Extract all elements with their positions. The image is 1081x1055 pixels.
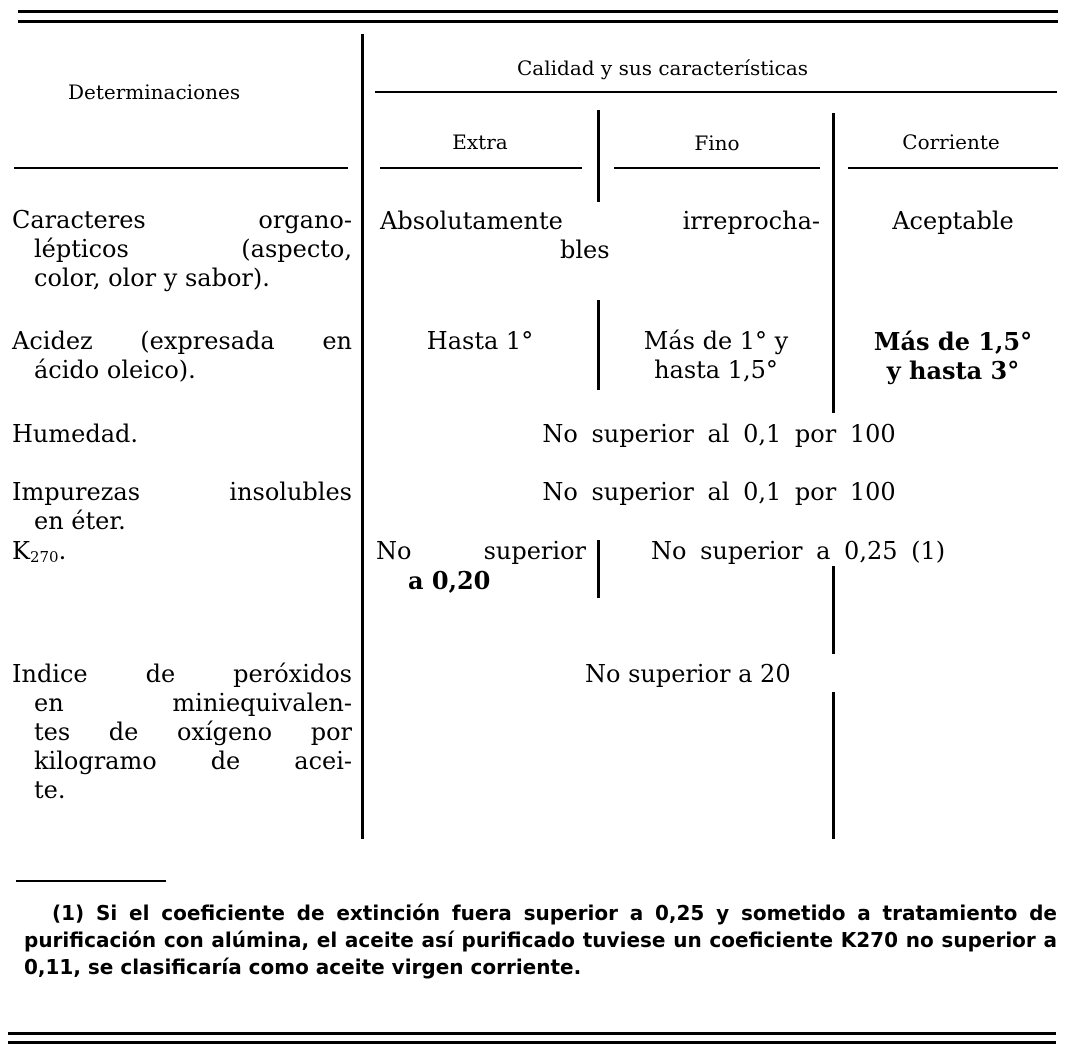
- row-acidez-corriente-line1: Más de 1,5°: [873, 327, 1033, 356]
- top-rule-1: [18, 10, 1058, 13]
- row-k270-subscript: 270: [29, 548, 59, 566]
- footnote-text: Si el coeficiente de extinción fuera superior a 0,25 y sometido a tratamiento de purificación con alúmina, el aceite así purificado tuviese un coeficiente K270 no superior a 0,11, se clasificaría como aceite virgen corriente.: [24, 901, 1057, 979]
- row-impurezas-label: [12, 478, 352, 536]
- footnote-marker: (1): [52, 901, 85, 925]
- header-divider-extra-fino: [597, 110, 600, 202]
- header-rule-determinaciones: [14, 167, 348, 169]
- header-divider-fino-corriente: [832, 113, 835, 413]
- header-determinaciones: Determinaciones: [68, 80, 241, 104]
- row-acidez-line2: ácido oleico).: [34, 356, 196, 384]
- row-acidez-fino-line2: hasta 1,5°: [654, 356, 778, 384]
- row-k270-extra-line1: No superior: [376, 537, 586, 565]
- row-organolepticos-corriente: Aceptable: [892, 207, 1014, 235]
- row-peroxidos-line2: en miniequivalen-: [34, 689, 352, 717]
- header-rule-corriente: [848, 167, 1058, 169]
- row-organolepticos-value-line2: bles: [560, 236, 610, 264]
- row-organolepticos-extra-fino: [380, 207, 820, 265]
- top-rule-2: [18, 20, 1058, 23]
- bottom-rule-2: [8, 1041, 1056, 1044]
- row-impurezas-line1: Impurezas insolubles: [12, 478, 352, 506]
- footnote: [24, 900, 1057, 981]
- row-organolepticos-value-line1: Absolutamente irreprocha-: [380, 207, 820, 235]
- row-k270-label: [12, 537, 66, 572]
- row-organolepticos-line2: lépticos (aspecto,: [34, 235, 352, 263]
- row-k270-fino-corriente: No superior a 0,25 (1): [651, 537, 946, 565]
- header-calidad-rule: [375, 91, 1057, 93]
- bottom-rule-1: [8, 1032, 1056, 1035]
- row-k270-divider: [597, 540, 600, 598]
- row-k270-period: .: [58, 537, 67, 565]
- row-k270-extra: [376, 537, 586, 595]
- row-acidez-extra: Hasta 1°: [426, 327, 534, 355]
- row-peroxidos-value: No superior a 20: [585, 660, 791, 688]
- row-acidez-corriente: [842, 327, 1064, 385]
- row-acidez-fino: [606, 327, 826, 385]
- row-impurezas-line2: en éter.: [34, 507, 126, 535]
- row-peroxidos-line1: Indice de peróxidos: [12, 660, 352, 688]
- row-k270-extra-line2: a 0,20: [408, 566, 491, 595]
- header-extra-label: Extra: [452, 130, 508, 154]
- row-organolepticos-label: [12, 206, 352, 293]
- row-peroxidos-label: [12, 660, 352, 805]
- row-acidez-divider: [597, 300, 600, 390]
- header-calidad: Calidad y sus características: [517, 56, 809, 80]
- row-acidez-label: [12, 327, 352, 385]
- row-impurezas-value: No superior al 0,1 por 100: [542, 478, 896, 506]
- row-humedad-value: No superior al 0,1 por 100: [542, 420, 896, 448]
- header-fino: [614, 131, 820, 155]
- row-acidez-corriente-line2: y hasta 3°: [886, 356, 1020, 385]
- row-peroxidos-line4: kilogramo de acei-: [34, 747, 352, 775]
- header-corriente-label: Corriente: [902, 130, 1000, 154]
- row-organolepticos-line1: Caracteres organo-: [12, 206, 352, 234]
- row-acidez-fino-line1: Más de 1° y: [643, 327, 789, 355]
- header-fino-label: Fino: [694, 131, 740, 155]
- main-column-divider: [361, 34, 364, 839]
- header-extra: [380, 130, 580, 154]
- row-peroxidos-line3: tes de oxígeno por: [34, 718, 352, 746]
- lower-divider-fino-corriente-2: [832, 692, 835, 839]
- footnote-rule: [16, 880, 166, 882]
- row-acidez-line1: Acidez (expresada en: [12, 327, 352, 355]
- header-rule-extra: [380, 167, 582, 169]
- row-organolepticos-line3: color, olor y sabor).: [34, 264, 270, 292]
- header-corriente: [844, 130, 1058, 154]
- row-humedad-label: Humedad.: [12, 420, 139, 448]
- row-peroxidos-line5: te.: [34, 776, 66, 804]
- header-rule-fino: [614, 167, 820, 169]
- lower-divider-fino-corriente: [832, 566, 835, 654]
- row-k270-k: K: [12, 537, 30, 565]
